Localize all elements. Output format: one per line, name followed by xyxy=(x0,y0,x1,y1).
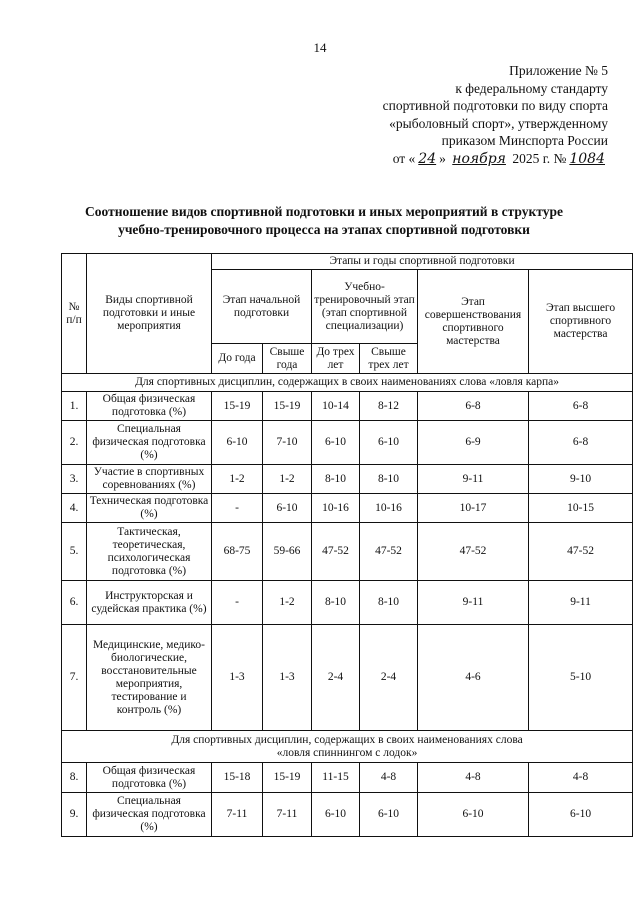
page-number: 14 xyxy=(313,40,327,55)
section-spinning-heading xyxy=(62,731,633,763)
row-value: 4-6 xyxy=(418,625,529,731)
row-value: 6-10 xyxy=(360,793,418,837)
row-value: 6-10 xyxy=(263,494,312,523)
table-row xyxy=(62,465,633,494)
row-value: 47-52 xyxy=(418,523,529,581)
row-value: 11-15 xyxy=(312,763,360,793)
appendix-date-line xyxy=(318,150,608,169)
header-num: № п/п xyxy=(62,254,87,374)
date-prefix: от « xyxy=(392,150,416,166)
header-over-three: Свыше трех лет xyxy=(360,344,418,374)
row-value: 8-10 xyxy=(360,465,418,494)
row-value: 5-10 xyxy=(529,625,633,731)
row-activity-name: Тактическая, теоретическая, психологическая подготовка (%) xyxy=(87,523,212,581)
row-value: 6-10 xyxy=(312,421,360,465)
row-number: 1. xyxy=(62,392,87,421)
table-row xyxy=(62,763,633,793)
row-value: 10-15 xyxy=(529,494,633,523)
row-value: 15-19 xyxy=(212,392,263,421)
header-over-year: Свыше года xyxy=(263,344,312,374)
header-up-to-three: До трех лет xyxy=(312,344,360,374)
row-activity-name: Общая физическая подготовка (%) xyxy=(87,763,212,793)
row-value: 59-66 xyxy=(263,523,312,581)
header-stage-training: Учебно-тренировочный этап (этап спортивной специализации) xyxy=(312,270,418,344)
date-mid: » xyxy=(439,150,446,166)
table-row xyxy=(62,421,633,465)
table-row xyxy=(62,581,633,625)
row-value: 4-8 xyxy=(360,763,418,793)
title-line-1: Соотношение видов спортивной подготовки и иных мероприятий в структуре xyxy=(85,204,563,219)
row-number: 2. xyxy=(62,421,87,465)
header-kinds: Виды спортивной подготовки и иные мероприятия xyxy=(87,254,212,374)
row-value: 2-4 xyxy=(360,625,418,731)
row-value: 9-10 xyxy=(529,465,633,494)
appendix-header xyxy=(318,62,608,168)
row-value: 15-19 xyxy=(263,392,312,421)
row-value: 6-9 xyxy=(418,421,529,465)
row-value: 10-17 xyxy=(418,494,529,523)
header-stage-highest: Этап высшего спортивного мастерства xyxy=(529,270,633,374)
row-value: 15-18 xyxy=(212,763,263,793)
appendix-line-4: «рыболовный спорт», утвержденному xyxy=(389,115,608,131)
row-number: 5. xyxy=(62,523,87,581)
row-number: 8. xyxy=(62,763,87,793)
section-spinning-line-2: «ловля спиннингом с лодок» xyxy=(276,746,418,759)
date-day: 24 xyxy=(418,150,437,167)
date-year: 2025 г. № xyxy=(512,150,567,166)
section-spinning-rows xyxy=(62,763,633,837)
row-value: 1-2 xyxy=(263,465,312,494)
row-value: 8-10 xyxy=(312,581,360,625)
row-number: 6. xyxy=(62,581,87,625)
order-number: 1084 xyxy=(569,150,605,167)
row-value: 7-10 xyxy=(263,421,312,465)
row-value: 9-11 xyxy=(418,465,529,494)
row-activity-name: Специальная физическая подготовка (%) xyxy=(87,421,212,465)
row-value: 4-8 xyxy=(529,763,633,793)
row-value: 8-12 xyxy=(360,392,418,421)
row-activity-name: Медицинские, медико-биологические, восстановительные мероприятия, тестирование и контроль (%) xyxy=(87,625,212,731)
row-activity-name: Специальная физическая подготовка (%) xyxy=(87,793,212,837)
row-value: 6-10 xyxy=(418,793,529,837)
row-value: 6-10 xyxy=(312,793,360,837)
row-number: 4. xyxy=(62,494,87,523)
row-activity-name: Общая физическая подготовка (%) xyxy=(87,392,212,421)
row-value: 10-16 xyxy=(312,494,360,523)
row-value: 2-4 xyxy=(312,625,360,731)
section-carp-rows xyxy=(62,392,633,731)
section-spinning-line-1: Для спортивных дисциплин, содержащих в своих наименованиях слова xyxy=(171,733,523,746)
table-row xyxy=(62,494,633,523)
row-value: 10-14 xyxy=(312,392,360,421)
row-value: 6-8 xyxy=(418,392,529,421)
appendix-line-2: к федеральному стандарту xyxy=(455,80,608,96)
row-value: 47-52 xyxy=(360,523,418,581)
row-number: 9. xyxy=(62,793,87,837)
row-value: 1-3 xyxy=(212,625,263,731)
row-value: 8-10 xyxy=(312,465,360,494)
row-number: 3. xyxy=(62,465,87,494)
row-value: - xyxy=(212,494,263,523)
header-stages: Этапы и годы спортивной подготовки xyxy=(212,254,633,270)
table-row xyxy=(62,793,633,837)
appendix-line-5: приказом Минспорта России xyxy=(441,133,608,148)
row-value: 6-10 xyxy=(212,421,263,465)
header-stage-improvement: Этап совершенствования спортивного мастерства xyxy=(418,270,529,374)
row-value: 1-3 xyxy=(263,625,312,731)
row-value: - xyxy=(212,581,263,625)
row-value: 7-11 xyxy=(212,793,263,837)
row-value: 6-10 xyxy=(360,421,418,465)
row-value: 6-8 xyxy=(529,421,633,465)
row-value: 7-11 xyxy=(263,793,312,837)
row-activity-name: Участие в спортивных соревнованиях (%) xyxy=(87,465,212,494)
training-ratio-table xyxy=(61,253,633,837)
title-line-2: учебно-тренировочного процесса на этапах спортивной подготовки xyxy=(118,222,530,237)
row-value: 47-52 xyxy=(312,523,360,581)
header-stage-initial: Этап начальной подготовки xyxy=(212,270,312,344)
appendix-line-1: Приложение № 5 xyxy=(509,63,608,78)
table-row xyxy=(62,523,633,581)
row-value: 4-8 xyxy=(418,763,529,793)
document-title xyxy=(40,203,608,239)
row-activity-name: Инструкторская и судейская практика (%) xyxy=(87,581,212,625)
row-value: 9-11 xyxy=(529,581,633,625)
row-value: 9-11 xyxy=(418,581,529,625)
table-row xyxy=(62,392,633,421)
row-value: 47-52 xyxy=(529,523,633,581)
appendix-line-3: спортивной подготовки по виду спорта xyxy=(382,98,608,113)
row-value: 1-2 xyxy=(212,465,263,494)
row-value: 68-75 xyxy=(212,523,263,581)
section-carp-heading: Для спортивных дисциплин, содержащих в своих наименованиях слова «ловля карпа» xyxy=(62,374,633,392)
row-value: 6-8 xyxy=(529,392,633,421)
date-month: ноября xyxy=(452,150,506,167)
row-value: 15-19 xyxy=(263,763,312,793)
row-activity-name: Техническая подготовка (%) xyxy=(87,494,212,523)
row-value: 10-16 xyxy=(360,494,418,523)
row-value: 1-2 xyxy=(263,581,312,625)
row-number: 7. xyxy=(62,625,87,731)
row-value: 6-10 xyxy=(529,793,633,837)
row-value: 8-10 xyxy=(360,581,418,625)
header-up-to-year: До года xyxy=(212,344,263,374)
table-row xyxy=(62,625,633,731)
